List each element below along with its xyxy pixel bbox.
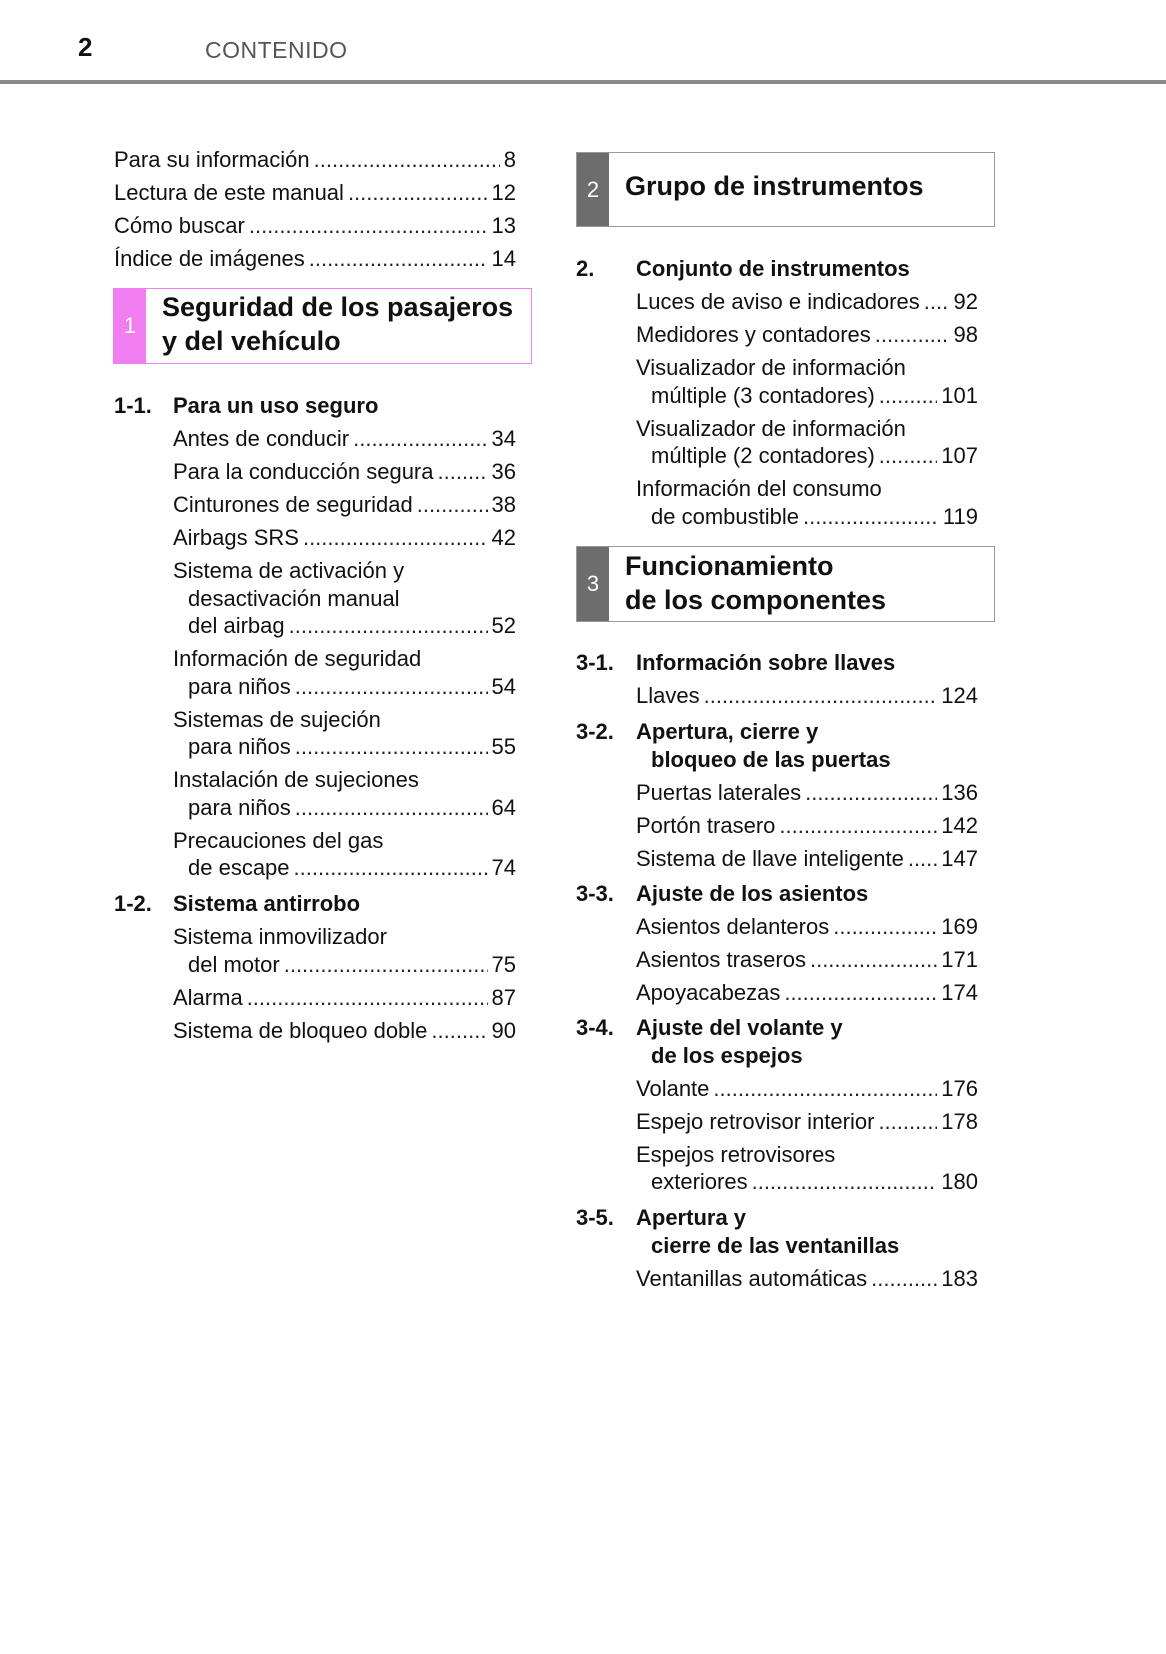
toc-entry-page: 52 bbox=[491, 613, 516, 638]
toc-entry-line[interactable]: Información del consumo bbox=[636, 476, 882, 501]
toc-entry-line[interactable]: Instalación de sujeciones bbox=[173, 767, 419, 792]
toc-entry-page: 183 bbox=[941, 1266, 978, 1291]
page-number: 2 bbox=[78, 32, 93, 62]
toc-entry-label: de combustible bbox=[651, 504, 799, 529]
toc-entry-page: 107 bbox=[941, 443, 978, 468]
toc-entry[interactable] bbox=[188, 612, 516, 640]
section-heading[interactable] bbox=[114, 890, 360, 918]
toc-entry-page: 142 bbox=[941, 813, 978, 838]
toc-entry[interactable] bbox=[636, 288, 978, 316]
toc-entry[interactable] bbox=[114, 212, 516, 240]
toc-entry-page: 124 bbox=[941, 683, 978, 708]
toc-entry[interactable] bbox=[636, 682, 978, 710]
toc-entry-page: 92 bbox=[953, 289, 978, 314]
toc-entry[interactable] bbox=[636, 779, 978, 807]
toc-entry[interactable] bbox=[173, 491, 516, 519]
section-title: Apertura y bbox=[636, 1205, 747, 1230]
section-number: 3-2. bbox=[576, 719, 614, 744]
toc-entry-page: 74 bbox=[491, 855, 516, 880]
toc-entry[interactable] bbox=[188, 733, 516, 761]
toc-entry-label: del motor bbox=[188, 952, 280, 977]
toc-entry-label: Ventanillas automáticas bbox=[636, 1266, 868, 1291]
chapter-title: Grupo de instrumentos bbox=[625, 171, 924, 201]
toc-entry[interactable] bbox=[173, 458, 516, 486]
section-title-line2[interactable]: cierre de las ventanillas bbox=[651, 1233, 900, 1258]
toc-entry[interactable] bbox=[636, 1108, 978, 1136]
section-title: Ajuste de los asientos bbox=[636, 881, 869, 906]
chapter-number-badge: 1 bbox=[114, 289, 146, 363]
section-title-line2[interactable]: bloqueo de las puertas bbox=[651, 747, 891, 772]
toc-entry-page: 101 bbox=[941, 383, 978, 408]
section-title: Sistema antirrobo bbox=[173, 891, 361, 916]
toc-entry[interactable] bbox=[651, 442, 978, 470]
toc-entry[interactable] bbox=[114, 245, 516, 273]
toc-entry-line[interactable]: Sistema inmovilizador bbox=[173, 924, 387, 949]
toc-entry[interactable] bbox=[636, 845, 978, 873]
toc-entry-page: 55 bbox=[491, 734, 516, 759]
toc-entry-line[interactable]: Visualizador de información bbox=[636, 355, 906, 380]
toc-entry-line[interactable]: Visualizador de información bbox=[636, 416, 906, 441]
toc-entry-page: 14 bbox=[491, 246, 516, 271]
section-heading[interactable] bbox=[114, 392, 378, 420]
chapter-title-line1: Seguridad de los pasajeros bbox=[162, 292, 514, 322]
toc-entry[interactable] bbox=[173, 524, 516, 552]
toc-entry[interactable] bbox=[188, 794, 516, 822]
section-number: 1-2. bbox=[114, 891, 152, 916]
toc-entry-page: 34 bbox=[491, 426, 516, 451]
section-number: 1-1. bbox=[114, 393, 152, 418]
toc-entry-page: 169 bbox=[941, 914, 978, 939]
section-title: Ajuste del volante y bbox=[636, 1015, 843, 1040]
toc-entry-label: Antes de conducir bbox=[173, 426, 350, 451]
toc-entry-label: Portón trasero bbox=[636, 813, 776, 838]
toc-entry[interactable] bbox=[188, 951, 516, 979]
section-heading[interactable] bbox=[576, 718, 818, 746]
section-number: 2. bbox=[576, 256, 595, 281]
toc-entry-page: 119 bbox=[942, 504, 978, 529]
toc-entry-label: del airbag bbox=[188, 613, 285, 638]
toc-entry-label: Índice de imágenes bbox=[114, 246, 305, 271]
chapter-3-tab[interactable] bbox=[576, 546, 995, 622]
toc-entry-label: Volante bbox=[636, 1076, 710, 1101]
toc-entry-page: 36 bbox=[491, 459, 516, 484]
toc-entry-line[interactable]: desactivación manual bbox=[188, 586, 400, 611]
chapter-title-line1: Funcionamiento bbox=[625, 551, 834, 581]
toc-entry-label: para niños bbox=[188, 795, 291, 820]
toc-entry-page: 90 bbox=[491, 1018, 516, 1043]
toc-entry-label: Cinturones de seguridad bbox=[173, 492, 413, 517]
section-title: Para un uso seguro bbox=[173, 393, 379, 418]
section-title-line2[interactable]: de los espejos bbox=[651, 1043, 803, 1068]
toc-entry[interactable] bbox=[636, 946, 978, 974]
toc-entry-page: 98 bbox=[953, 322, 978, 347]
toc-entry-label: Asientos delanteros bbox=[636, 914, 830, 939]
toc-entry[interactable] bbox=[173, 984, 516, 1012]
toc-entry-label: exteriores bbox=[651, 1169, 748, 1194]
toc-entry-line[interactable]: Precauciones del gas bbox=[173, 828, 384, 853]
toc-entry-label: para niños bbox=[188, 734, 291, 759]
toc-entry-page: 171 bbox=[941, 947, 978, 972]
toc-entry[interactable] bbox=[636, 321, 978, 349]
toc-entry-label: múltiple (3 contadores) bbox=[651, 383, 875, 408]
toc-entry-line[interactable]: Sistemas de sujeción bbox=[173, 707, 381, 732]
toc-entry-label: Alarma bbox=[173, 985, 243, 1010]
section-heading[interactable] bbox=[576, 880, 868, 908]
section-number: 3-3. bbox=[576, 881, 614, 906]
toc-entry-label: Sistema de llave inteligente bbox=[636, 846, 904, 871]
toc-entry-page: 54 bbox=[491, 674, 516, 699]
toc-entry[interactable] bbox=[636, 1075, 978, 1103]
toc-entry-label: Cómo buscar bbox=[114, 213, 245, 238]
toc-entry-page: 64 bbox=[491, 795, 516, 820]
toc-entry-page: 180 bbox=[941, 1169, 978, 1194]
toc-entry[interactable] bbox=[114, 146, 516, 174]
toc-entry[interactable] bbox=[636, 913, 978, 941]
toc-entry-page: 8 bbox=[503, 147, 516, 172]
toc-entry-label: Espejo retrovisor interior bbox=[636, 1109, 875, 1134]
chapter-title-line2: y del vehículo bbox=[162, 326, 341, 356]
section-title: CONTENIDO bbox=[205, 37, 348, 63]
toc-entry-label: Llaves bbox=[636, 683, 700, 708]
toc-entry-label: Medidores y contadores bbox=[636, 322, 871, 347]
toc-entry-label: de escape bbox=[188, 855, 290, 880]
toc-entry-line[interactable]: Información de seguridad bbox=[173, 646, 422, 671]
toc-entry-page: 42 bbox=[491, 525, 516, 550]
toc-entry-line[interactable]: Sistema de activación y bbox=[173, 558, 405, 583]
section-title: Apertura, cierre y bbox=[636, 719, 819, 744]
section-number: 3-1. bbox=[576, 650, 614, 675]
toc-entry-line[interactable]: Espejos retrovisores bbox=[636, 1142, 836, 1167]
toc-entry-page: 176 bbox=[941, 1076, 978, 1101]
toc-entry[interactable] bbox=[651, 503, 978, 531]
toc-entry[interactable] bbox=[651, 382, 978, 410]
toc-entry-page: 75 bbox=[491, 952, 516, 977]
section-heading[interactable] bbox=[576, 1014, 843, 1042]
toc-entry[interactable] bbox=[188, 854, 516, 882]
toc-entry-label: múltiple (2 contadores) bbox=[651, 443, 875, 468]
toc-entry[interactable] bbox=[173, 1017, 516, 1045]
toc-entry-label: Puertas laterales bbox=[636, 780, 802, 805]
toc-entry[interactable] bbox=[636, 812, 978, 840]
toc-entry-label: Sistema de bloqueo doble bbox=[173, 1018, 428, 1043]
chapter-number-badge: 3 bbox=[577, 547, 609, 621]
section-heading[interactable] bbox=[576, 1204, 746, 1232]
toc-entry-label: Apoyacabezas bbox=[636, 980, 781, 1005]
section-heading[interactable] bbox=[576, 649, 895, 677]
toc-entry-label: para niños bbox=[188, 674, 291, 699]
section-number: 3-4. bbox=[576, 1015, 614, 1040]
toc-entry-label: Luces de aviso e indicadores bbox=[636, 289, 920, 314]
toc-entry-label: Asientos traseros bbox=[636, 947, 806, 972]
toc-entry-label: Lectura de este manual bbox=[114, 180, 344, 205]
section-heading[interactable] bbox=[576, 255, 910, 283]
toc-entry-label: Para su información bbox=[114, 147, 310, 172]
toc-entry-label: Para la conducción segura bbox=[173, 459, 434, 484]
toc-entry-page: 12 bbox=[491, 180, 516, 205]
toc-entry[interactable] bbox=[173, 425, 516, 453]
chapter-1-tab[interactable] bbox=[113, 288, 532, 364]
toc-entry-page: 178 bbox=[941, 1109, 978, 1134]
toc-entry-page: 174 bbox=[941, 980, 978, 1005]
toc-entry[interactable] bbox=[651, 1168, 978, 1196]
toc-entry[interactable] bbox=[636, 1265, 978, 1293]
chapter-title-line2: de los componentes bbox=[625, 585, 887, 615]
toc-entry-page: 13 bbox=[491, 213, 516, 238]
toc-entry[interactable] bbox=[636, 979, 978, 1007]
toc-entry[interactable] bbox=[188, 673, 516, 701]
section-number: 3-5. bbox=[576, 1205, 614, 1230]
chapter-2-tab[interactable] bbox=[576, 152, 995, 227]
toc-entry-page: 87 bbox=[491, 985, 516, 1010]
toc-entry[interactable] bbox=[114, 179, 516, 207]
toc-entry-label: Airbags SRS bbox=[173, 525, 299, 550]
section-title: Conjunto de instrumentos bbox=[636, 256, 910, 281]
header-divider bbox=[0, 80, 1166, 84]
chapter-number-badge: 2 bbox=[577, 153, 609, 226]
section-title: Información sobre llaves bbox=[636, 650, 896, 675]
toc-entry-page: 136 bbox=[941, 780, 978, 805]
toc-entry-page: 147 bbox=[941, 846, 978, 871]
toc-entry-page: 38 bbox=[491, 492, 516, 517]
